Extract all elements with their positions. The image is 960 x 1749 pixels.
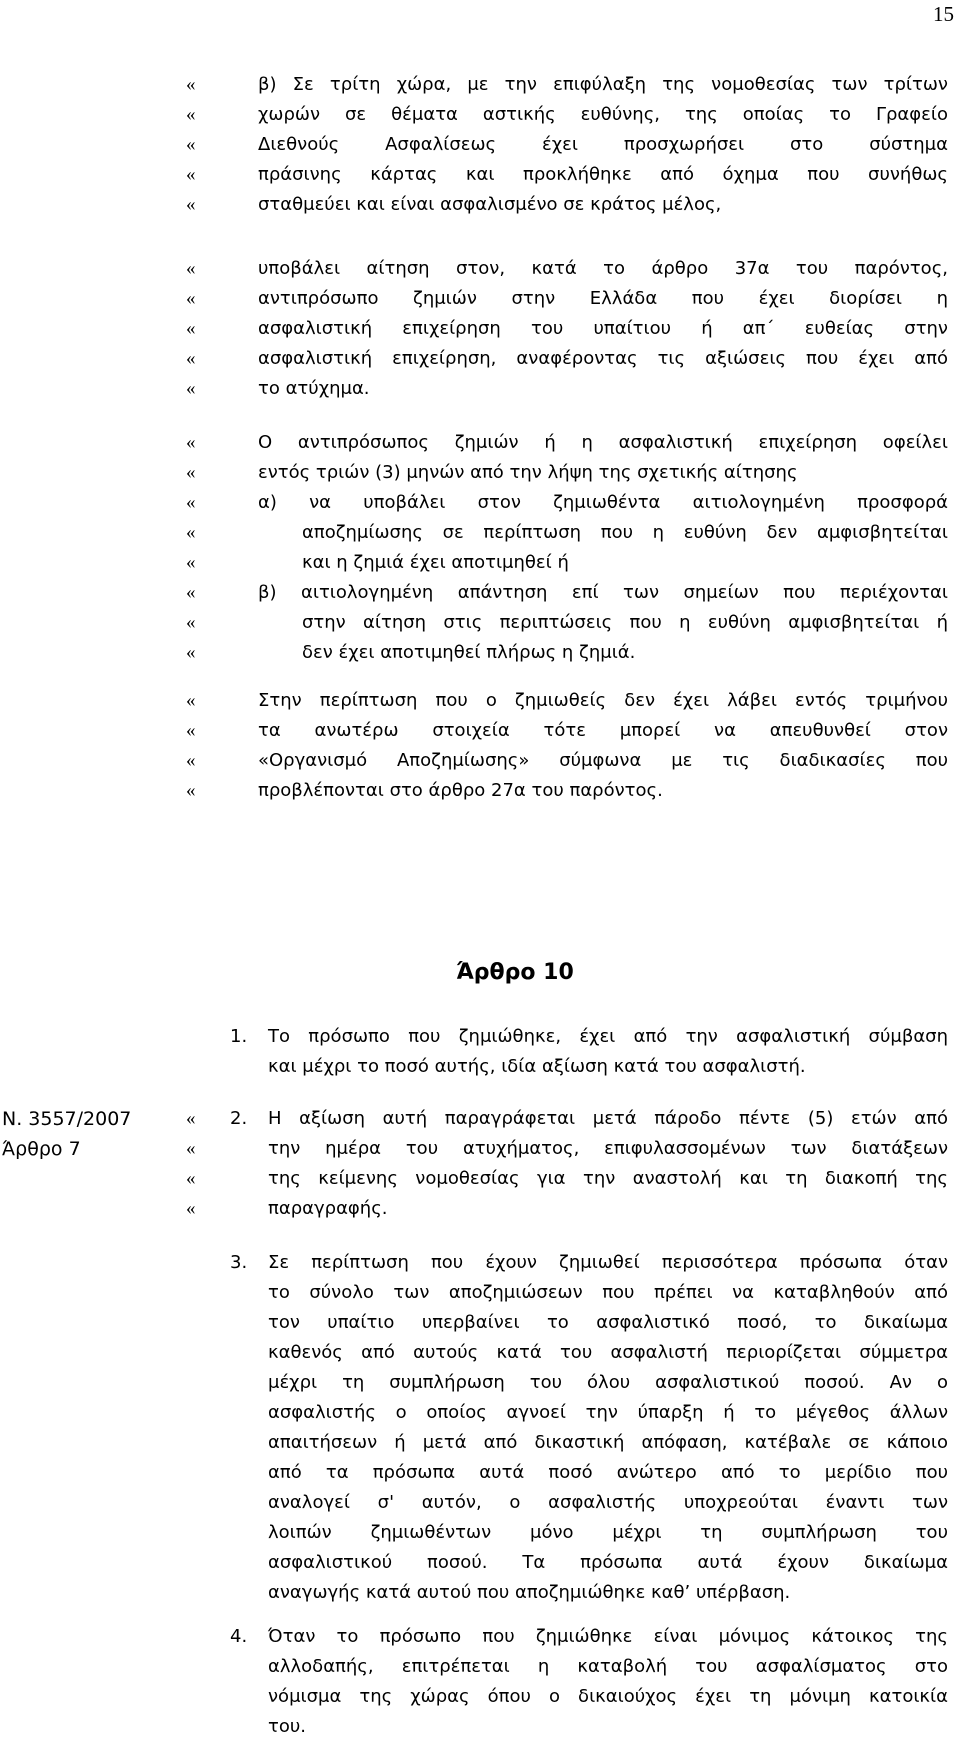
- text-line: τον υπαίτιο υπερβαίνει το ασφαλιστικό ποσό, το δικαίωμα: [268, 1312, 948, 1333]
- article-item-3: [230, 1248, 948, 1608]
- text-line: 4. Όταν το πρόσωπο που ζημιώθηκε είναι μόνιμος κάτοικος της: [268, 1622, 948, 1652]
- quote-mark: «: [186, 690, 196, 711]
- quote-mark: «: [186, 74, 196, 95]
- margin-reference: [2, 1104, 131, 1164]
- text-line: « εντός τριών (3) μηνών από την λήψη της σχετικής αίτησης: [258, 458, 948, 488]
- text-line: νόμισμα της χώρας όπου ο δικαιούχος έχει τη μόνιμη κατοικία: [268, 1686, 948, 1707]
- margin-law-ref: Ν. 3557/2007: [2, 1108, 132, 1130]
- article-item-1: [230, 1022, 948, 1082]
- quote-mark: «: [186, 258, 196, 279]
- article-item-4: [230, 1622, 948, 1742]
- text-line: « αποζημίωσης σε περίπτωση που η ευθύνη δεν αμφισβητείται: [258, 518, 948, 548]
- text-line: από τα πρόσωπα αυτά ποσό ανώτερο από το μερίδιο που: [268, 1462, 948, 1483]
- quote-mark: «: [186, 194, 196, 215]
- text-line: « σταθμεύει και είναι ασφαλισμένο σε κράτος μέλος,: [258, 190, 948, 220]
- item-number: 4.: [230, 1626, 248, 1647]
- article-heading: Άρθρο 10: [456, 960, 574, 985]
- quote-mark: «: [186, 104, 196, 125]
- quote-mark: «: [186, 780, 196, 801]
- text-line: αναγωγής κατά αυτού που αποζημιώθηκε καθ’ υπέρβαση.: [268, 1582, 791, 1603]
- quote-mark: «: [186, 582, 196, 603]
- article-item-2: [186, 1104, 948, 1224]
- text-line: ασφαλιστικού ποσού. Τα πρόσωπα αυτά έχουν δικαίωμα: [268, 1552, 948, 1573]
- text-line: « «Οργανισμό Αποζημίωσης» σύμφωνα με τις διαδικασίες που: [258, 746, 948, 776]
- quote-mark: «: [186, 750, 196, 771]
- text-line: « α) να υποβάλει στον ζημιωθέντα αιτιολογημένη προσφορά: [258, 488, 948, 518]
- quote-mark: «: [186, 462, 196, 483]
- text-line: « Διεθνούς Ασφαλίσεως έχει προσχωρήσει στο σύστημα: [258, 130, 948, 160]
- quote-mark: «: [186, 164, 196, 185]
- quote-mark: «: [186, 348, 196, 369]
- quote-mark: «: [186, 432, 196, 453]
- item-number: 3.: [230, 1252, 248, 1273]
- text-line: « προβλέπονται στο άρθρο 27α του παρόντος.: [258, 776, 948, 806]
- text-line: λοιπών ζημιωθέντων μόνο μέχρι τη συμπλήρωση του: [268, 1522, 948, 1543]
- text-line: « ασφαλιστική επιχείρηση του υπαίτιου ή απ΄ ευθείας στην: [258, 314, 948, 344]
- quote-mark: «: [186, 1108, 196, 1129]
- text-line: το σύνολο των αποζημιώσεων που πρέπει να καταβληθούν από: [268, 1282, 948, 1303]
- quote-mark: «: [186, 1168, 196, 1189]
- paragraph-compensation-body: [186, 686, 948, 806]
- text-line: « τα ανωτέρω στοιχεία τότε μπορεί να απευθυνθεί στον: [258, 716, 948, 746]
- text-line: « και η ζημιά έχει αποτιμηθεί ή: [258, 548, 948, 578]
- text-line: « της κείμενης νομοθεσίας για την αναστολή και τη διακοπή της: [268, 1164, 948, 1194]
- quote-mark: «: [186, 134, 196, 155]
- quote-mark: «: [186, 288, 196, 309]
- text-line: μέχρι τη συμπλήρωση του όλου ασφαλιστικού ποσού. Αν ο: [268, 1372, 948, 1393]
- item-number: 2.: [230, 1108, 248, 1129]
- quote-mark: «: [186, 318, 196, 339]
- text-line: « το ατύχημα.: [258, 374, 948, 404]
- text-line: « την ημέρα του ατυχήματος, επιφυλασσομένων των διατάξεων: [268, 1134, 948, 1164]
- text-line: 1. Το πρόσωπο που ζημιώθηκε, έχει από την ασφαλιστική σύμβαση: [268, 1022, 948, 1052]
- paragraph-representative-obligation: [186, 428, 948, 668]
- text-line: 3. Σε περίπτωση που έχουν ζημιωθεί περισσότερα πρόσωπα όταν: [268, 1248, 948, 1278]
- text-line: « στην αίτηση στις περιπτώσεις που η ευθύνη αμφισβητείται ή: [258, 608, 948, 638]
- item-number: 1.: [230, 1026, 248, 1047]
- text-line: « χωρών σε θέματα αστικής ευθύνης, της οποίας το Γραφείο: [258, 100, 948, 130]
- text-line: « β) αιτιολογημένη απάντηση επί των σημείων που περιέχονται: [258, 578, 948, 608]
- quote-mark: «: [186, 1198, 196, 1219]
- quote-mark: «: [186, 378, 196, 399]
- text-line: του.: [268, 1716, 306, 1737]
- margin-article-ref: Άρθρο 7: [2, 1138, 81, 1160]
- text-line: « Ο αντιπρόσωπος ζημιών ή η ασφαλιστική επιχείρηση οφείλει: [258, 428, 948, 458]
- text-line: « ασφαλιστική επιχείρηση, αναφέροντας τις αξιώσεις που έχει από: [258, 344, 948, 374]
- text-line: καθενός από αυτούς κατά του ασφαλιστή περιορίζεται σύμμετρα: [268, 1342, 948, 1363]
- text-line: « υποβάλει αίτηση στον, κατά το άρθρο 37α του παρόντος,: [258, 254, 948, 284]
- text-line: « αντιπρόσωπο ζημιών στην Ελλάδα που έχει διορίσει η: [258, 284, 948, 314]
- quote-mark: «: [186, 522, 196, 543]
- text-line: αναλογεί σ' αυτόν, ο ασφαλιστής υποχρεούται έναντι των: [268, 1492, 948, 1513]
- text-line: απαιτήσεων ή μετά από δικαστική απόφαση, κατέβαλε σε κάποιο: [268, 1432, 948, 1453]
- paragraph-third-country: [186, 70, 948, 220]
- text-line: « 2. Η αξίωση αυτή παραγράφεται μετά πάροδο πέντε (5) ετών από: [268, 1104, 948, 1134]
- quote-mark: «: [186, 642, 196, 663]
- quote-mark: «: [186, 492, 196, 513]
- page-number: 15: [933, 2, 954, 26]
- text-line: και μέχρι το ποσό αυτής, ιδία αξίωση κατά του ασφαλιστή.: [268, 1056, 806, 1077]
- quote-mark: «: [186, 720, 196, 741]
- text-line: « παραγραφής.: [268, 1194, 948, 1224]
- text-line: « δεν έχει αποτιμηθεί πλήρως η ζημιά.: [258, 638, 948, 668]
- paragraph-claim-submission: [186, 254, 948, 404]
- text-line: ασφαλιστής ο οποίος αγνοεί την ύπαρξη ή το μέγεθος άλλων: [268, 1402, 948, 1423]
- text-line: αλλοδαπής, επιτρέπεται η καταβολή του ασφαλίσματος στο: [268, 1656, 948, 1677]
- quote-mark: «: [186, 552, 196, 573]
- quote-mark: «: [186, 612, 196, 633]
- text-line: « πράσινης κάρτας και προκλήθηκε από όχημα που συνήθως: [258, 160, 948, 190]
- quote-mark: «: [186, 1138, 196, 1159]
- text-line: « Στην περίπτωση που ο ζημιωθείς δεν έχει λάβει εντός τριμήνου: [258, 686, 948, 716]
- text-line: « β) Σε τρίτη χώρα, με την επιφύλαξη της νομοθεσίας των τρίτων: [258, 70, 948, 100]
